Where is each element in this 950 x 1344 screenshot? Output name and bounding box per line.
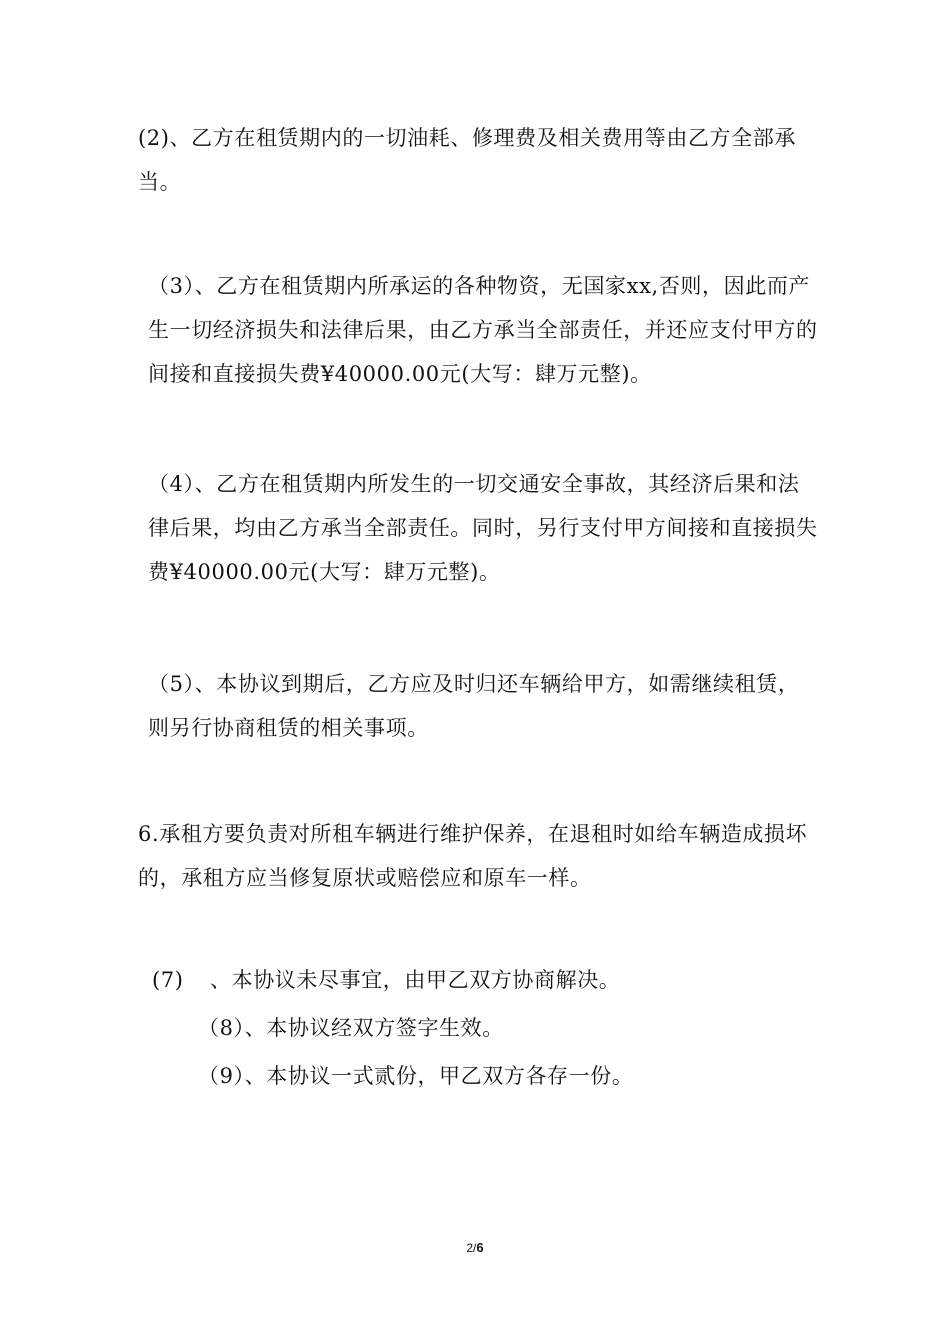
- paragraph-4: （4）、乙方在租赁期内所发生的一切交通安全事故，其经济后果和法律后果，均由乙方承当全部责任。同时，另行支付甲方间接和直接损失费¥40000.00元(大写：肆万元整)。: [148, 472, 818, 584]
- page-number-total: 6: [476, 1240, 484, 1255]
- paragraph-3: （3）、乙方在租赁期内所承运的各种物资，无国家xx,否则，因此而产生一切经济损失和法律后果，由乙方承当全部责任，并还应支付甲方的间接和直接损失费¥40000.00元(大写：肆万元整)。: [148, 274, 818, 386]
- paragraph-7-text: 、本协议未尽事宜，由甲乙双方协商解决。: [210, 968, 621, 992]
- paragraph-9: （9）、本协议一式贰份，甲乙双方各存一份。: [198, 1064, 634, 1088]
- paragraph-2: (2)、乙方在租赁期内的一切油耗、修理费及相关费用等由乙方全部承当。: [138, 126, 796, 194]
- page-number-current: 2/: [466, 1241, 477, 1255]
- paragraph-6: 6.承租方要负责对所租车辆进行维护保养，在退租时如给车辆造成损坏的，承租方应当修复原状或赔偿应和原车一样。: [138, 822, 808, 890]
- paragraph-7-number: (7): [152, 968, 184, 992]
- paragraph-8: （8）、本协议经双方签字生效。: [198, 1016, 504, 1040]
- paragraph-7: [152, 958, 812, 1002]
- page-number: [0, 1240, 950, 1255]
- paragraph-5: （5）、本协议到期后，乙方应及时归还车辆给甲方，如需继续租赁，则另行协商租赁的相关事项。: [148, 672, 800, 740]
